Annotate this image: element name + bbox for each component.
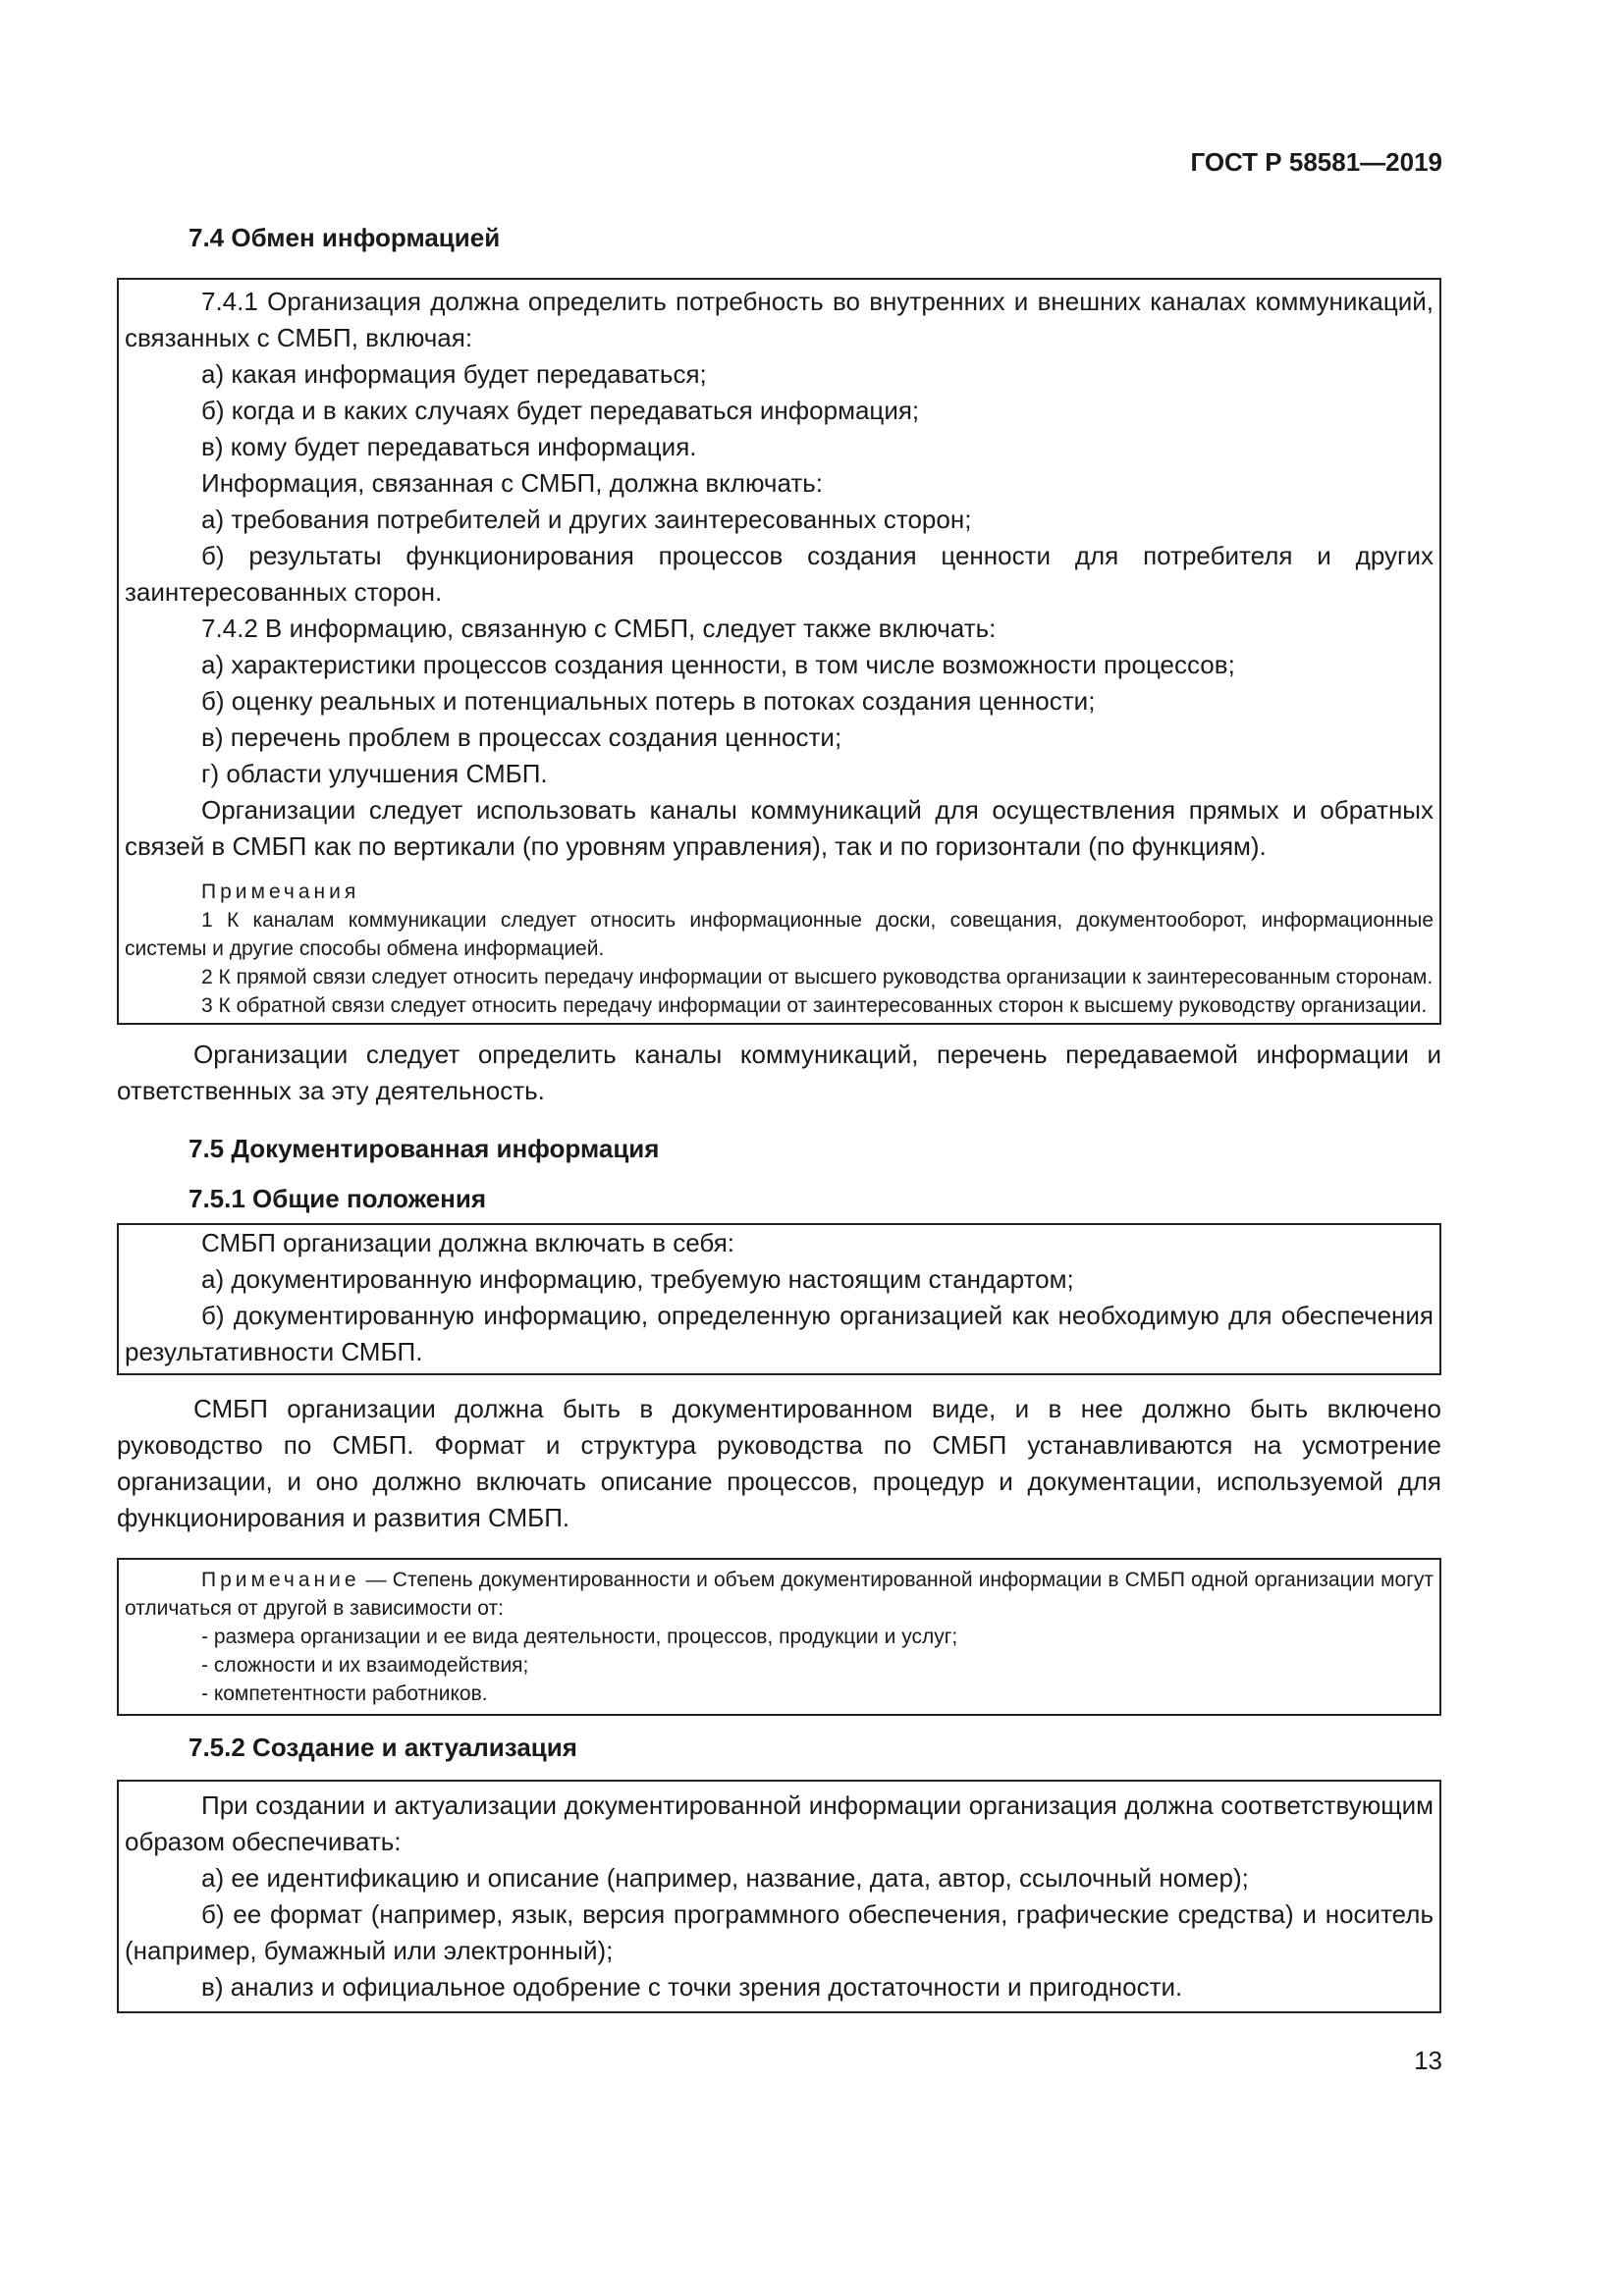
section-7-5-1-note-box [117, 1558, 1441, 1716]
note-text: — Степень документированности и объем документированной информации в СМБП одной организации могут отличаться от другой в зависимости от: [125, 1569, 1434, 1620]
notes-block [125, 878, 1434, 1020]
note-list-item: - сложности и их взаимодействия; [201, 1654, 529, 1677]
section-7-4-box [117, 278, 1441, 1025]
section-7-4-after-box: Организации следует определить каналы коммуникаций, перечень передаваемой информации и ответственных за эту деятельность. [117, 1040, 1441, 1105]
box-paragraph: а) какая информация будет передаваться; [201, 359, 707, 389]
box-paragraph: а) документированную информацию, требуемую настоящим стандартом; [201, 1264, 1074, 1294]
box-paragraph: б) документированную информацию, определенную организацией как необходимую для обеспечения результативности СМБП. [125, 1301, 1434, 1366]
box-paragraph: в) анализ и официальное одобрение с точки зрения достаточности и пригодности. [201, 1972, 1183, 2002]
note-item: 1 К каналам коммуникации следует относить информационные доски, совещания, документооборот, информационные системы и другие способы обмена информацией. [125, 909, 1434, 960]
box-paragraph: б) когда и в каких случаях будет передаваться информация; [201, 396, 920, 425]
box-paragraph: б) ее формат (например, язык, версия программного обеспечения, графические средства) и носитель (например, бумажный или электронный); [125, 1899, 1434, 1965]
note-item: 2 К прямой связи следует относить передачу информации от высшего руководства организации к заинтересованным сторонам. [201, 966, 1434, 988]
section-7-5-1-heading: 7.5.1 Общие положения [189, 1184, 486, 1213]
box-paragraph: б) результаты функционирования процессов создания ценности для потребителя и других заинтересованных сторон. [125, 541, 1434, 607]
section-7-5-2-box [117, 1780, 1441, 2013]
note-paragraph [125, 1566, 1434, 1623]
standard-id: ГОСТ Р 58581—2019 [1190, 147, 1442, 177]
box-paragraph: СМБП организации должна включать в себя: [201, 1228, 735, 1257]
box-paragraph: г) области улучшения СМБП. [201, 759, 548, 788]
box-paragraph: в) кому будет передаваться информация. [201, 432, 697, 461]
box-paragraph: 7.4.1 Организация должна определить потребность во внутренних и внешних каналах коммуникаций, связанных с СМБП, включая: [125, 287, 1434, 352]
note-list-item: - компетентности работников. [201, 1682, 488, 1705]
page-number: 13 [1414, 2046, 1442, 2075]
section-7-4-heading: 7.4 Обмен информацией [189, 223, 501, 252]
note-list-item: - размера организации и ее вида деятельности, процессов, продукции и услуг; [201, 1626, 958, 1648]
note-title: Примечание [201, 1569, 360, 1591]
box-paragraph: Информация, связанная с СМБП, должна включать: [201, 468, 824, 498]
box-paragraph: 7.4.2 В информацию, связанную с СМБП, следует также включать: [201, 614, 997, 643]
box-paragraph: а) характеристики процессов создания ценности, в том числе возможности процессов; [201, 650, 1235, 679]
section-7-5-1-body: СМБП организации должна быть в документированном виде, и в нее должно быть включено руководство по СМБП. Формат и структура руководства по СМБП устанавливаются на усмотрение организации, и оно должно включать описание процессов, процедур и документации, используемой для функционирования и развития СМБП. [117, 1394, 1441, 1532]
box-paragraph: При создании и актуализации документированной информации организация должна соответствующим образом обеспечивать: [125, 1790, 1434, 1856]
section-7-5-2-heading: 7.5.2 Создание и актуализация [189, 1733, 577, 1762]
section-7-5-heading: 7.5 Документированная информация [189, 1134, 660, 1163]
box-paragraph: б) оценку реальных и потенциальных потерь в потоках создания ценности; [201, 686, 1096, 716]
box-paragraph: а) ее идентификацию и описание (например, название, дата, автор, ссылочный номер); [201, 1863, 1249, 1893]
notes-title: Примечания [201, 881, 360, 903]
box-paragraph: а) требования потребителей и других заинтересованных сторон; [201, 505, 972, 534]
note-item: 3 К обратной связи следует относить передачу информации от заинтересованных сторон к высшему руководству организации. [201, 994, 1428, 1017]
box-paragraph: в) перечень проблем в процессах создания ценности; [201, 722, 842, 752]
section-7-5-1-box [117, 1223, 1441, 1375]
page-content [117, 220, 1441, 2013]
box-paragraph: Организации следует использовать каналы коммуникаций для осуществления прямых и обратных связей в СМБП как по вертикали (по уровням управления), так и по горизонтали (по функциям). [125, 795, 1434, 861]
